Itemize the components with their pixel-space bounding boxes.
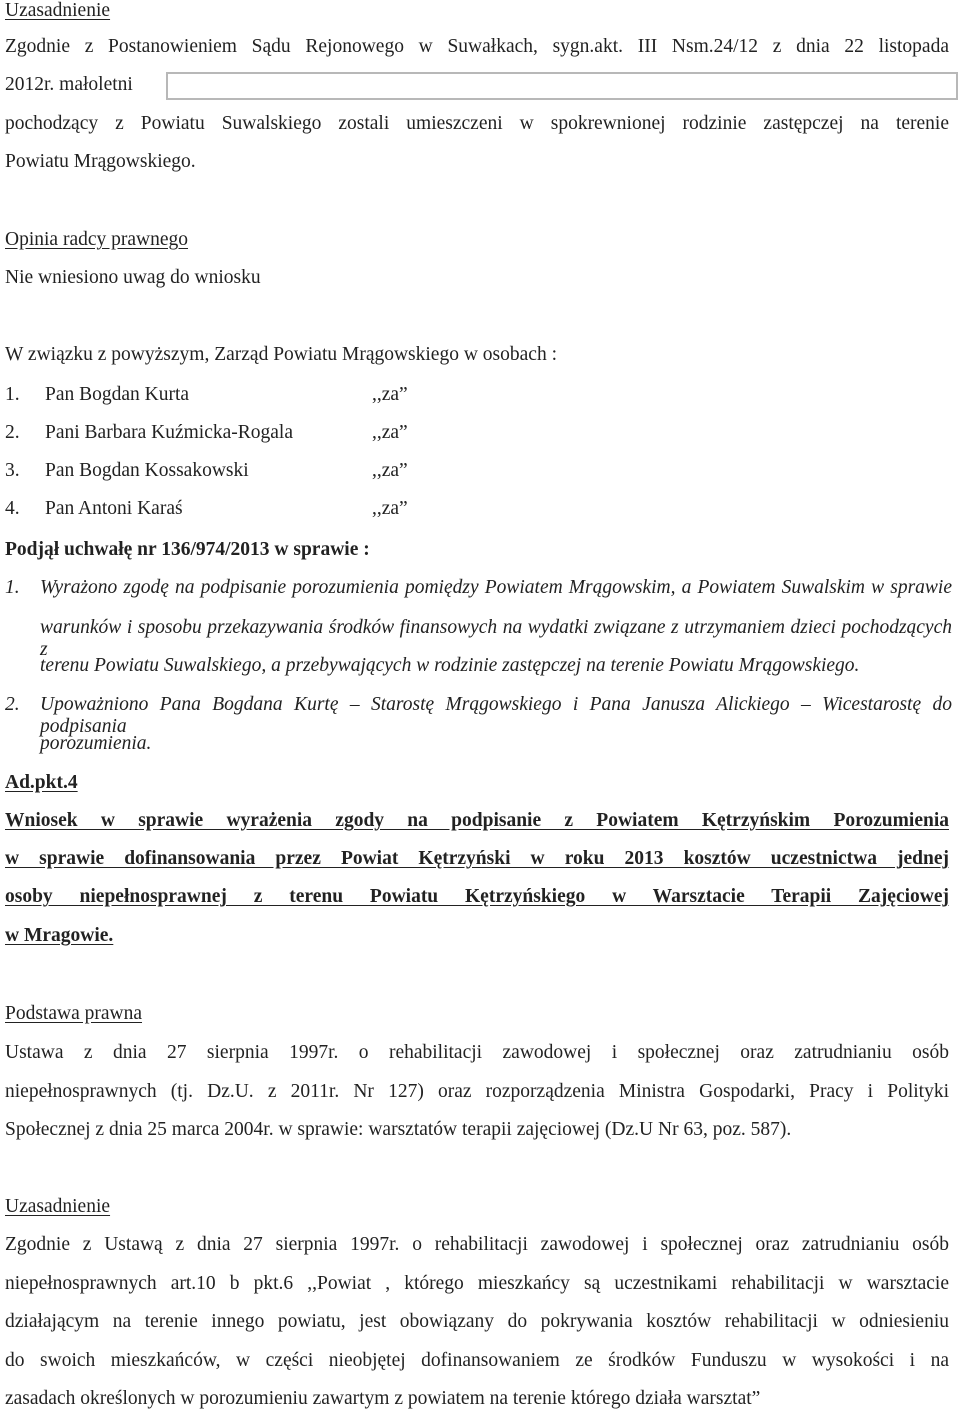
decision-line: Wyrażono zgodę na podpisanie porozumienia pomiędzy Powiatem Mrągowskim, a Powiatem Suwalskim w sprawie [40,577,952,598]
agenda-point: Ad.pkt.4 [5,772,78,793]
opinion-heading: Opinia radcy prawnego [5,229,189,250]
decision-line: porozumienia. [40,733,152,754]
paragraph-line: niepełnosprawnych art.10 b pkt.6 ,,Powiat , którego mieszkańcy są uczestnikami rehabilitacji w warsztacie [5,1273,949,1294]
member-name: Pan Antoni Karaś [45,498,183,519]
member-vote: ,,za” [372,498,408,519]
opinion-text: Nie wniesiono uwag do wniosku [5,267,261,288]
member-number: 3. [5,460,20,481]
legal-line: Ustawa z dnia 27 sierpnia 1997r. o rehabilitacji zawodowej i społecznej oraz zatrudnianiu osób [5,1042,949,1063]
member-number: 4. [5,498,20,519]
vote-intro: W związku z powyższym, Zarząd Powiatu Mrągowskiego w osobach : [5,344,557,365]
member-vote: ,,za” [372,422,408,443]
member-name: Pan Bogdan Kossakowski [45,460,249,481]
paragraph-line: Zgodnie z Postanowieniem Sądu Rejonowego w Suwałkach, sygn.akt. III Nsm.24/12 z dnia 22 listopada [5,36,949,57]
member-number: 1. [5,384,20,405]
motion-line: w Mragowie. [5,925,114,946]
decision-line: terenu Powiatu Suwalskiego, a przebywających w rodzinie zastępczej na terenie Powiatu Mrągowskiego. [40,655,860,676]
uzasadnienie-heading: Uzasadnienie [5,1196,111,1217]
legal-line: niepełnosprawnych (tj. Dz.U. z 2011r. Nr 127) oraz rozporządzenia Ministra Gospodarki, Pracy i Polityki [5,1081,949,1102]
paragraph-line: Powiatu Mrągowskiego. [5,151,196,172]
member-name: Pan Bogdan Kurta [45,384,190,405]
motion-line: osoby niepełnosprawnej z terenu Powiatu Kętrzyńskiego w Warsztacie Terapii Zajęciowej [5,886,949,907]
motion-line: w sprawie dofinansowania przez Powiat Kętrzyński w roku 2013 kosztów uczestnictwa jednej [5,848,949,869]
motion-line: Wniosek w sprawie wyrażenia zgody na podpisanie z Powiatem Kętrzyńskim Porozumienia [5,810,949,831]
paragraph-line: zasadach określonych w porozumieniu zawartym z powiatem na terenie którego działa warsztat” [5,1388,761,1409]
paragraph-line: Zgodnie z Ustawą z dnia 27 sierpnia 1997r. o rehabilitacji zawodowej i społecznej oraz zatrudnianiu osób [5,1234,949,1255]
legal-line: Społecznej z dnia 25 marca 2004r. w sprawie: warsztatów terapii zajęciowej (Dz.U Nr 63, poz. 587). [5,1119,792,1140]
resolution-title: Podjął uchwałę nr 136/974/2013 w sprawie : [5,539,370,560]
paragraph-line: do swoich mieszkańców, w części nieobjętej dofinansowaniem ze środków Funduszu w wysokości i na [5,1350,949,1371]
decision-number: 1. [5,577,20,598]
decision-line: warunków i sposobu przekazywania środków finansowych na wydatki związane z utrzymaniem dzieci pochodzących z [40,617,952,660]
paragraph-line: działającym na terenie innego powiatu, jest obowiązany do pokrywania kosztów rehabilitacji w odniesieniu [5,1311,949,1332]
redacted-field [166,72,958,100]
decision-line: Upoważniono Pana Bogdana Kurtę – Starostę Mrągowskiego i Pana Janusza Alickiego – Wicestarostę do podpisania [40,694,952,737]
member-number: 2. [5,422,20,443]
uzasadnienie-heading: Uzasadnienie [5,0,111,21]
decision-number: 2. [5,694,20,715]
member-vote: ,,za” [372,384,408,405]
member-vote: ,,za” [372,460,408,481]
legal-heading: Podstawa prawna [5,1003,143,1024]
paragraph-line: pochodzący z Powiatu Suwalskiego zostali umieszczeni w spokrewnionej rodzinie zastępczej na terenie [5,113,949,134]
member-name: Pani Barbara Kuźmicka-Rogala [45,422,293,443]
paragraph-line: 2012r. małoletni [5,74,133,95]
